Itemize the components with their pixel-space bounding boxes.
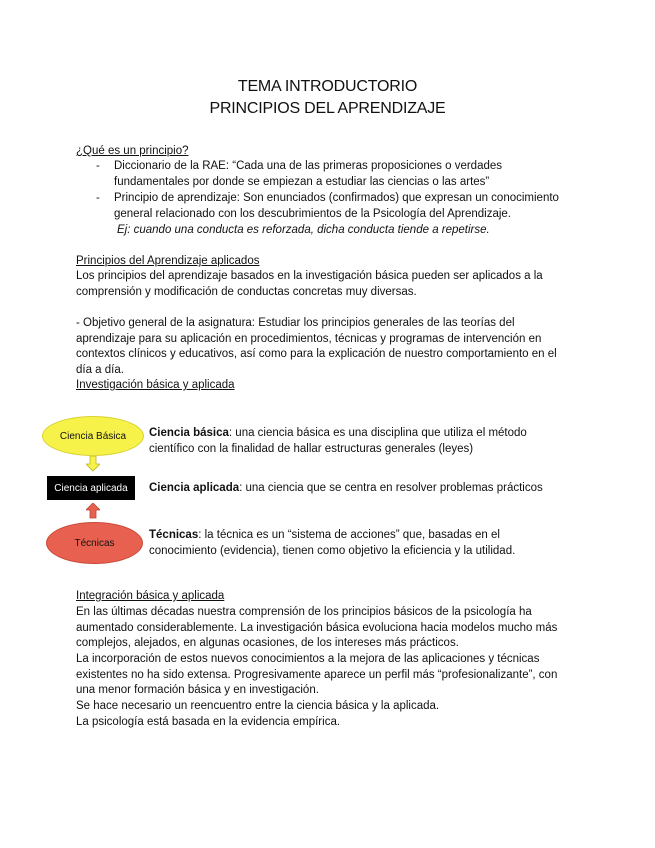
paragraph-line: Los principios del aprendizaje basados en la investigación básica pueden ser aplicados a la	[76, 270, 543, 282]
definition-text: : una ciencia básica es una disciplina que utiliza el método	[228, 427, 527, 439]
paragraph-line: La psicología está basada en la evidencia empírica.	[76, 716, 341, 728]
paragraph-line: aumentado considerablemente. La investigación básica evoluciona hacia modelos mucho más	[76, 622, 558, 634]
paragraph-line: complejos, alejados, en algunas ocasiones, de los intereses más prácticos.	[76, 637, 459, 649]
paragraph-line: comprensión y modificación de conductas concretas muy diversas.	[76, 286, 417, 298]
bullet-dash: -	[96, 160, 100, 172]
definition-tecnicas	[149, 528, 500, 543]
diagram-node-ciencia-basica: Ciencia Básica	[42, 416, 144, 456]
definition-line: conocimiento (evidencia), tienen como objetivo la eficiencia y la utilidad.	[149, 545, 516, 557]
diagram-node-tecnicas: Técnicas	[46, 522, 143, 564]
definition-term: Ciencia básica	[149, 427, 229, 439]
paragraph-line: - Objetivo general de la asignatura: Estudiar los principios generales de las teorías del	[76, 317, 515, 329]
paragraph-line: Se hace necesario un reencuentro entre la ciencia básica y la aplicada.	[76, 700, 440, 712]
paragraph-line: En las últimas décadas nuestra comprensión de los principios básicos de la psicología ha	[76, 606, 532, 618]
paragraph-line: día a día.	[76, 364, 124, 376]
section-heading-aplicados: Principios del Aprendizaje aplicados	[76, 255, 260, 267]
example-text: Ej: cuando una conducta es reforzada, dicha conducta tiende a repetirse.	[117, 224, 490, 236]
bullet1-line2: fundamentales por donde se empiezan a estudiar las ciencias o las artes”	[114, 176, 490, 188]
document-title-line2: PRINCIPIOS DEL APRENDIZAJE	[209, 100, 446, 117]
diagram-node-ciencia-aplicada: Ciencia aplicada	[47, 476, 135, 500]
section-heading-investigacion: Investigación básica y aplicada	[76, 379, 235, 391]
section-heading-integracion: Integración básica y aplicada	[76, 590, 225, 602]
paragraph-line: aprendizaje para su aplicación en procedimientos, técnicas y programas de intervención en	[76, 333, 542, 345]
bullet2-line2: general relacionado con los descubrimientos de la Psicología del Aprendizaje.	[114, 208, 511, 220]
bullet-dash: -	[96, 192, 100, 204]
arrow-down-icon	[86, 456, 100, 472]
definition-ciencia-basica	[149, 426, 527, 441]
bullet1-line1: Diccionario de la RAE: “Cada una de las primeras proposiciones o verdades	[114, 160, 503, 172]
paragraph-line: existentes no ha sido extensa. Progresivamente aparece un perfil más “profesionalizante”, con	[76, 669, 558, 681]
document-title-line1: TEMA INTRODUCTORIO	[237, 78, 418, 95]
definition-term: Ciencia aplicada	[149, 482, 240, 494]
definition-text: : una ciencia que se centra en resolver problemas prácticos	[239, 482, 543, 494]
definition-term: Técnicas	[149, 529, 199, 541]
bullet2-line1: Principio de aprendizaje: Son enunciados (confirmados) que expresan un conocimiento	[114, 192, 559, 204]
section-heading-principio: ¿Qué es un principio?	[76, 145, 189, 157]
paragraph-line: una menor formación básica y en investigación.	[76, 684, 319, 696]
definition-line: científico con la finalidad de hallar estructuras generales (leyes)	[149, 443, 474, 455]
paragraph-line: La incorporación de estos nuevos conocimientos a la mejora de las aplicaciones y técnicas	[76, 653, 540, 665]
definition-ciencia-aplicada	[149, 481, 543, 496]
arrow-up-icon	[86, 503, 100, 519]
paragraph-line: contextos clínicos y educativos, así como para la explicación de nuestro comportamiento en el	[76, 348, 557, 360]
definition-text: : la técnica es un “sistema de acciones” que, basadas en el	[198, 529, 500, 541]
